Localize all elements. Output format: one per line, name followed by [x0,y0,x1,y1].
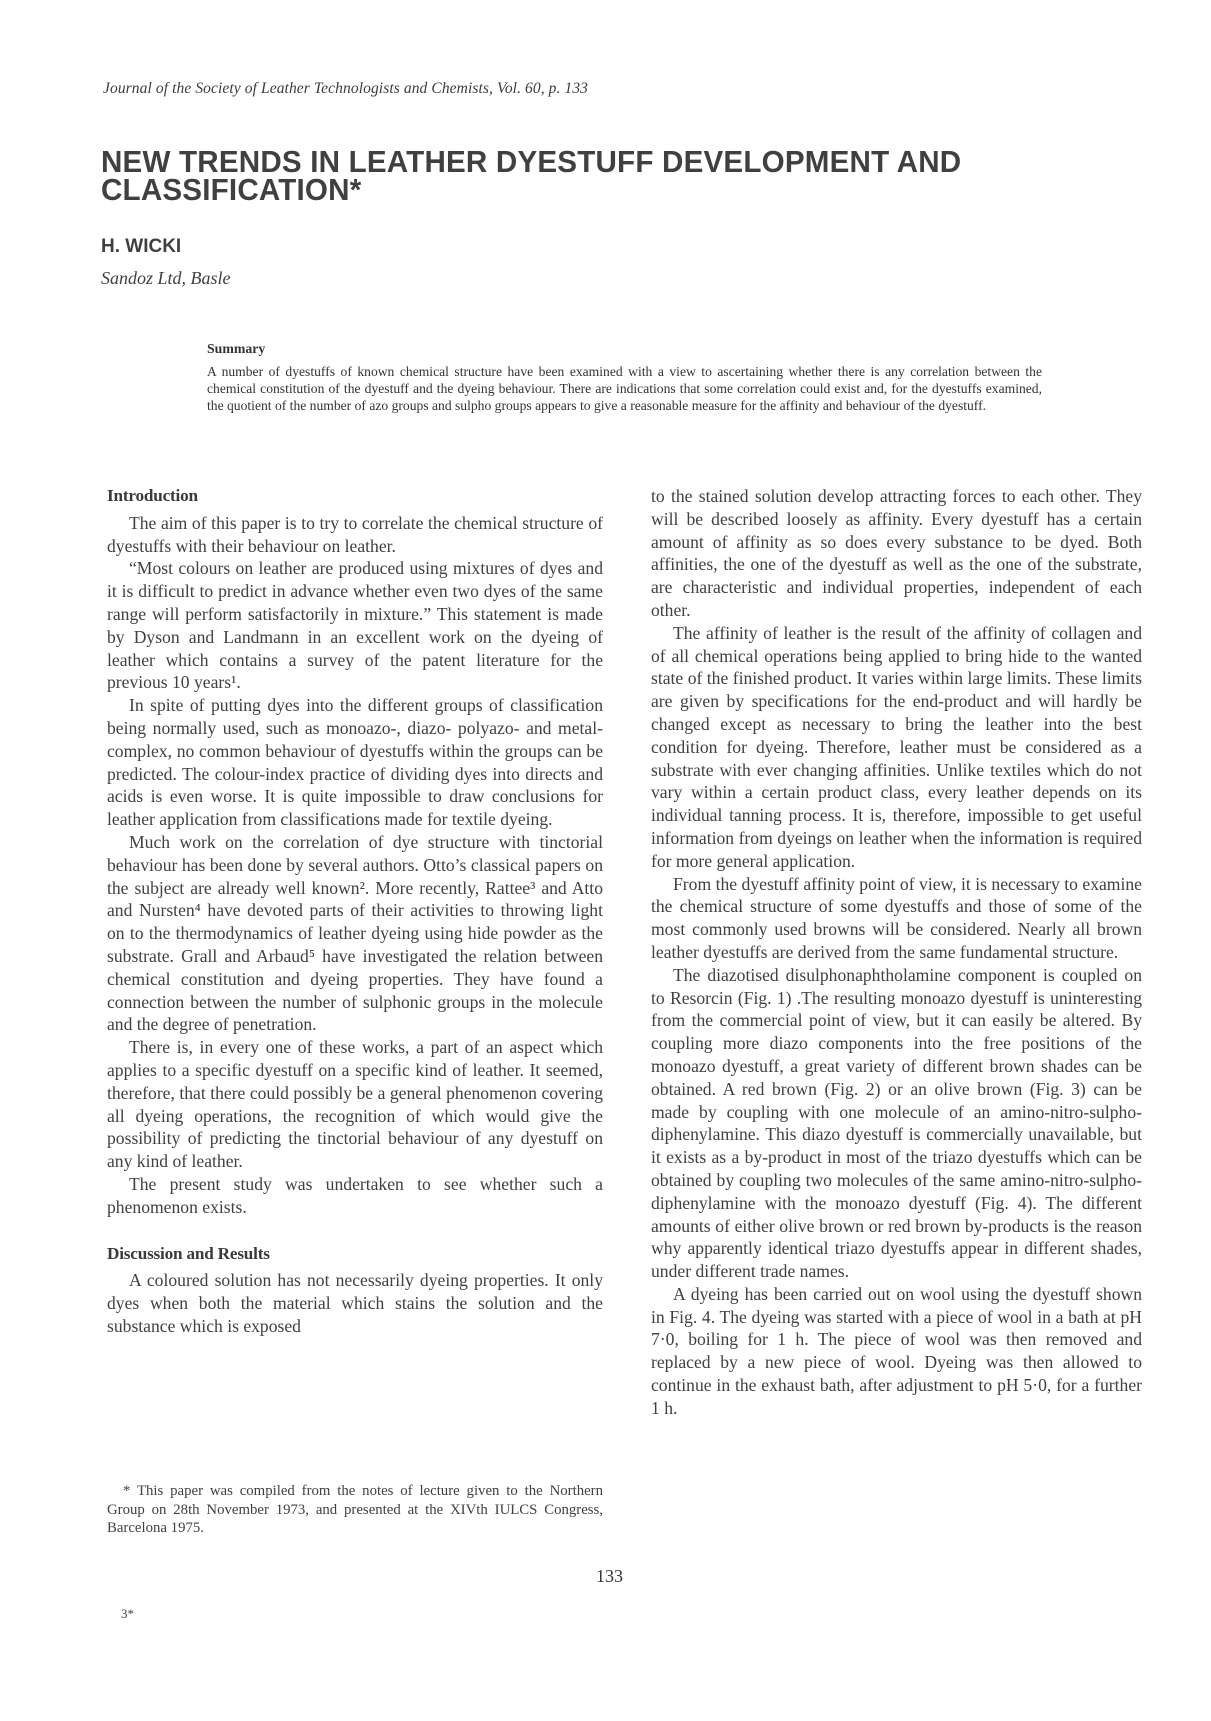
discussion-paragraph-continued: to the stained solution develop attracting forces to each other. They will be described loosely as affinity. Every dyestuff has a certain amount of affinity as so does every substance to be dyed. Both affinities, the one of the dyestuff as well as the one of the substrate, are characteristic and individual properties, independent of each other. [651,486,1142,620]
author-affiliation: Sandoz Ltd, Basle [101,268,231,288]
intro-paragraph: “Most colours on leather are produced using mixtures of dyes and it is difficult to predict in advance whether even two dyes of the same range will perform satisfactorily in mixture.” This statement is made by Dyson and Landmann in an excellent work on the dyeing of leather which contains a survey of the patent literature for the previous 10 years¹. [107,558,603,693]
summary-heading: Summary [207,341,266,356]
left-column [107,485,603,1338]
right-column [651,485,1142,1420]
summary-text: A number of dyestuffs of known chemical structure have been examined with a view to ascertaining whether there is any correlation between the chemical constitution of the dyestuff and the dyeing behaviour. There are indications that some correlation could exist and, for the dyestuffs examined, the quotient of the number of azo groups and sulpho groups appears to give a reasonable measure for the affinity and behaviour of the dyestuff. [207,364,1042,413]
discussion-paragraph: The affinity of leather is the result of the affinity of collagen and of all chemical operations being applied to bring hide to the wanted state of the finished product. It varies within large limits. These limits are given by specifications for the end-product and will hardly be changed except as necessary to bring the leather into the best condition for dyeing. Therefore, leather must be considered as a substrate with ever changing affinities. Unlike textiles which do not vary within a certain product class, every leather depends on its individual tanning process. It is, therefore, impossible to get useful information from dyeings on leather when the information is required for more general application. [651,622,1142,871]
author-name: H. WICKI [101,236,182,257]
footnote [107,1482,603,1538]
intro-paragraph: The aim of this paper is to try to correlate the chemical structure of dyestuffs with their behaviour on leather. [107,512,603,556]
summary-block [207,340,1042,414]
discussion-heading: Discussion and Results [107,1243,270,1263]
section-spacer [107,1219,603,1243]
discussion-paragraph: From the dyestuff affinity point of view, it is necessary to examine the chemical structure of some dyestuffs and those of some of the most commonly used browns will be considered. Nearly all brown leather dyestuffs are derived from the same fundamental structure. [651,873,1142,962]
running-head: Journal of the Society of Leather Technologists and Chemists, Vol. 60, p. 133 [103,80,589,97]
intro-paragraph: There is, in every one of these works, a part of an aspect which applies to a specific dyestuff on a specific kind of leather. It seemed, therefore, that there could possibly be a general phenomenon covering all dyeing operations, the recognition of which would give the possibility of predicting the tinctorial behaviour of any dyestuff on any kind of leather. [107,1037,603,1172]
page-number: 133 [596,1566,623,1586]
discussion-paragraph: A coloured solution has not necessarily dyeing properties. It only dyes when both the material which stains the solution and the substance which is exposed [107,1270,603,1336]
footnote-text: * This paper was compiled from the notes of lecture given to the Northern Group on 28th November 1973, and presented at the XIVth IULCS Congress, Barcelona 1975. [107,1483,603,1537]
discussion-paragraph: A dyeing has been carried out on wool using the dyestuff shown in Fig. 4. The dyeing was started with a piece of wool in a bath at pH 7·0, boiling for 1 h. The piece of wool was then removed and replaced by a new piece of wool. Dyeing was then allowed to continue in the exhaust bath, after adjustment to pH 5·0, for a further 1 h. [651,1283,1142,1418]
intro-paragraph: In spite of putting dyes into the different groups of classification being normally used, such as monoazo-, diazo- polyazo- and metal-complex, no common behaviour of dyestuffs within the groups can be predicted. The colour-index practice of dividing dyes into directs and acids is even worse. It is quite impossible to draw conclusions for leather application from classifications made for textile dyeing. [107,695,603,830]
discussion-paragraph: The diazotised disulphonaphtholamine component is coupled on to Resorcin (Fig. 1) .The resulting monoazo dyestuff is uninteresting from the commercial point of view, but it can easily be altered. By coupling more diazo components into the free positions of the monoazo dyestuff, a great variety of different brown shades can be obtained. A red brown (Fig. 2) or an olive brown (Fig. 3) can be made by coupling with one molecule of an amino-nitro-sulpho-diphenylamine. This diazo dyestuff is commercially unavailable, but it exists as a by-product in most of the triazo dyestuffs which can be obtained by coupling two molecules of the same amino-nitro-sulpho-diphenylamine with the monoazo dyestuff (Fig. 4). The different amounts of either olive brown or red brown by-products is the reason why apparently identical triazo dyestuffs appear in different shades, under different trade names. [651,964,1142,1282]
intro-paragraph: The present study was undertaken to see whether such a phenomenon exists. [107,1173,603,1217]
article-title: NEW TRENDS IN LEATHER DYESTUFF DEVELOPMENT AND CLASSIFICATION* [101,145,962,207]
intro-paragraph: Much work on the correlation of dye structure with tinctorial behaviour has been done by several authors. Otto’s classical papers on the subject are already well known². More recently, Rattee³ and Atto and Nursten⁴ have devoted parts of their activities to throwing light on to the thermodynamics of leather dyeing using hide powder as the substrate. Grall and Arbaud⁵ have investigated the relation between chemical constitution and dyeing properties. They have found a connection between the number of sulphonic groups in the molecule and the degree of penetration. [107,831,603,1035]
signature-mark: 3* [121,1606,134,1621]
introduction-heading: Introduction [107,486,198,505]
